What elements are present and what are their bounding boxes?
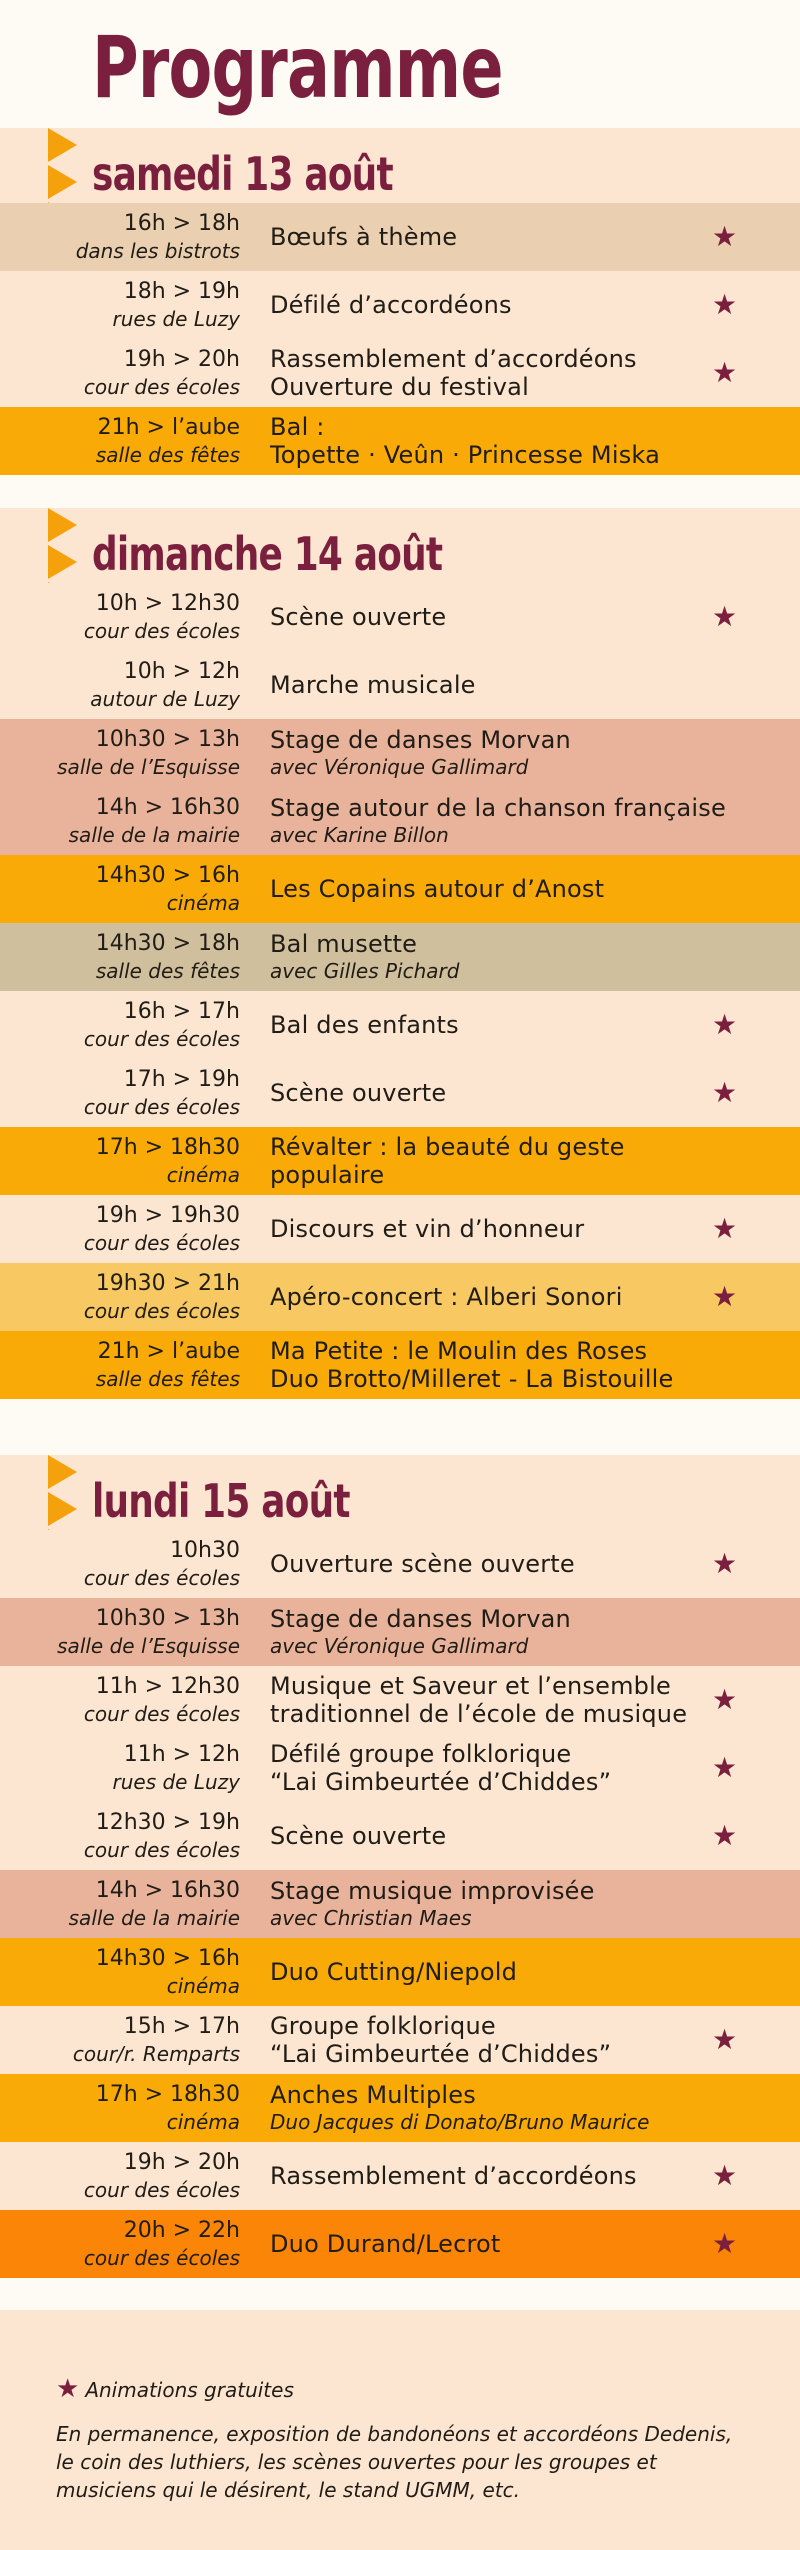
time-place xyxy=(57,719,240,787)
event xyxy=(270,1734,710,1802)
time-place xyxy=(84,583,240,651)
venue: cour des écoles xyxy=(83,1702,240,1726)
event xyxy=(270,1127,710,1195)
star-icon: ★ xyxy=(712,1076,738,1109)
schedule-row xyxy=(0,991,800,1059)
venue: salle de l’Esquisse xyxy=(57,1634,240,1658)
event-title: Stage autour de la chanson française xyxy=(270,794,726,822)
event-title: Stage de danses Morvan xyxy=(270,726,571,754)
event-subtitle: avec Christian Maes xyxy=(270,1906,472,1930)
star-icon: ★ xyxy=(712,2159,738,2192)
schedule-row xyxy=(0,855,800,923)
star-icon: ★ xyxy=(712,1819,738,1852)
time-range: 19h > 20h xyxy=(123,347,240,372)
venue: cour des écoles xyxy=(83,1838,240,1862)
time-place xyxy=(96,1127,240,1195)
day-header xyxy=(0,128,800,203)
event-title: Duo Cutting/Niepold xyxy=(270,1958,517,1986)
event-title-line2: Duo Brotto/Milleret - La Bistouille xyxy=(270,1365,674,1393)
venue: salle des fêtes xyxy=(95,959,240,983)
arrow-icon xyxy=(48,1455,77,1489)
time-range: 10h30 > 13h xyxy=(95,727,240,752)
time-range: 17h > 18h30 xyxy=(95,2082,240,2107)
day-section xyxy=(0,508,800,1399)
time-range: 10h30 > 13h xyxy=(95,1606,240,1631)
event xyxy=(270,2074,710,2142)
time-place xyxy=(84,991,240,1059)
time-range: 16h > 18h xyxy=(123,211,240,236)
time-place xyxy=(96,2074,240,2142)
venue: salle de la mairie xyxy=(68,823,240,847)
star-icon: ★ xyxy=(712,600,738,633)
schedule-row xyxy=(0,407,800,475)
time-place xyxy=(57,1598,240,1666)
time-place xyxy=(113,271,241,339)
page-title: Programme xyxy=(92,18,503,118)
event xyxy=(270,719,710,787)
footer-line: En permanence, exposition de bandonéons et accordéons Dedenis, xyxy=(56,2422,733,2446)
time-range: 11h > 12h30 xyxy=(95,1674,240,1699)
event-title: Défilé groupe folklorique xyxy=(270,1740,572,1768)
time-place xyxy=(113,1734,241,1802)
event xyxy=(270,407,710,475)
time-range: 17h > 19h xyxy=(123,1067,240,1092)
arrow-icon xyxy=(48,508,77,542)
venue: cour des écoles xyxy=(83,375,240,399)
event-title: Bal : xyxy=(270,413,325,441)
venue: salle de la mairie xyxy=(68,1906,240,1930)
event xyxy=(270,1598,710,1666)
schedule-row xyxy=(0,1802,800,1870)
venue: autour de Luzy xyxy=(90,687,240,711)
arrow-icon xyxy=(48,545,77,579)
day-title: samedi 13 août xyxy=(92,147,393,201)
star-icon: ★ xyxy=(712,288,738,321)
time-range: 20h > 22h xyxy=(123,2218,240,2243)
time-range: 10h > 12h xyxy=(123,659,240,684)
schedule-row xyxy=(0,1666,800,1734)
event xyxy=(270,787,726,855)
time-place xyxy=(96,1938,240,2006)
schedule-row xyxy=(0,1127,800,1195)
time-place xyxy=(84,2210,240,2278)
event-title: Bal musette xyxy=(270,930,418,958)
time-range: 16h > 17h xyxy=(123,999,240,1024)
venue: cour des écoles xyxy=(83,1027,240,1051)
time-place xyxy=(69,787,240,855)
day-header xyxy=(0,1455,800,1530)
event xyxy=(270,855,710,923)
event-title: Bœufs à thème xyxy=(270,223,458,251)
schedule-row xyxy=(0,651,800,719)
event-title: Scène ouverte xyxy=(270,1822,447,1850)
venue: salle des fêtes xyxy=(95,1367,240,1391)
venue: cinéma xyxy=(166,1974,240,1998)
star-icon: ★ xyxy=(712,356,738,389)
free-note-text: Animations gratuites xyxy=(85,2378,294,2402)
event xyxy=(270,1666,710,1734)
star-icon: ★ xyxy=(56,2374,80,2404)
day-section xyxy=(0,128,800,475)
footer-line: musiciens qui le désirent, le stand UGMM, etc. xyxy=(56,2478,521,2502)
time-place xyxy=(90,651,240,719)
event-title: Groupe folklorique xyxy=(270,2012,496,2040)
event xyxy=(270,1802,710,1870)
event-title: Ma Petite : le Moulin des Roses xyxy=(270,1337,648,1365)
event-title: Stage musique improvisée xyxy=(270,1877,595,1905)
event xyxy=(270,2006,710,2074)
venue: cinéma xyxy=(166,2110,240,2134)
time-range: 14h30 > 18h xyxy=(95,931,240,956)
venue: cour/r. Remparts xyxy=(72,2042,240,2066)
star-icon: ★ xyxy=(712,1751,738,1784)
time-range: 19h > 19h30 xyxy=(95,1203,240,1228)
arrow-icon xyxy=(48,165,77,199)
event xyxy=(270,1530,710,1598)
event xyxy=(270,923,710,991)
time-place xyxy=(96,923,240,991)
venue: dans les bistrots xyxy=(75,239,240,263)
event-title: Défilé d’accordéons xyxy=(270,291,512,319)
venue: rues de Luzy xyxy=(112,1770,240,1794)
day-title: dimanche 14 août xyxy=(92,527,443,581)
event xyxy=(270,1938,710,2006)
event-title: Scène ouverte xyxy=(270,1079,447,1107)
schedule-row xyxy=(0,2210,800,2278)
event-title: Marche musicale xyxy=(270,671,476,699)
event xyxy=(270,1331,710,1399)
star-icon: ★ xyxy=(712,2023,738,2056)
venue: cinéma xyxy=(166,1163,240,1187)
schedule-row xyxy=(0,1530,800,1598)
schedule-row xyxy=(0,1195,800,1263)
schedule-row xyxy=(0,1331,800,1399)
schedule-row xyxy=(0,1938,800,2006)
day-title: lundi 15 août xyxy=(92,1474,350,1528)
event-title-line2: Ouverture du festival xyxy=(270,373,529,401)
time-place xyxy=(76,203,240,271)
time-range: 19h > 20h xyxy=(123,2150,240,2175)
star-icon: ★ xyxy=(712,1280,738,1313)
event-title: Anches Multiples xyxy=(270,2081,476,2109)
event-title: Duo Durand/Lecrot xyxy=(270,2230,501,2258)
event-title: Ouverture scène ouverte xyxy=(270,1550,575,1578)
venue: cour des écoles xyxy=(83,619,240,643)
schedule-row xyxy=(0,1870,800,1938)
event xyxy=(270,991,710,1059)
star-icon: ★ xyxy=(712,1683,738,1716)
schedule-row xyxy=(0,339,800,407)
schedule-row xyxy=(0,2142,800,2210)
time-range: 11h > 12h xyxy=(123,1742,240,1767)
event-title: Discours et vin d’honneur xyxy=(270,1215,585,1243)
venue: cinéma xyxy=(166,891,240,915)
day-section xyxy=(0,1455,800,2278)
time-range: 15h > 17h xyxy=(123,2014,240,2039)
time-place xyxy=(84,1530,240,1598)
venue: salle de l’Esquisse xyxy=(57,755,240,779)
event xyxy=(270,2210,710,2278)
schedule-row xyxy=(0,923,800,991)
arrow-icon xyxy=(48,1492,77,1526)
event-title: Rassemblement d’accordéons xyxy=(270,345,637,373)
event-title-line2: Topette · Veûn · Princesse Miska xyxy=(270,441,660,469)
event-title: Les Copains autour d’Anost xyxy=(270,875,605,903)
event-title: Stage de danses Morvan xyxy=(270,1605,571,1633)
time-range: 19h30 > 21h xyxy=(95,1271,240,1296)
event-subtitle: avec Véronique Gallimard xyxy=(270,1634,529,1658)
venue: cour des écoles xyxy=(83,1095,240,1119)
event-title-line2: “Lai Gimbeurtée d’Chiddes” xyxy=(270,1768,612,1796)
time-range: 18h > 19h xyxy=(123,279,240,304)
event-title: Bal des enfants xyxy=(270,1011,459,1039)
time-place xyxy=(69,1870,240,1938)
event xyxy=(270,339,710,407)
time-range: 14h30 > 16h xyxy=(95,1946,240,1971)
time-place xyxy=(96,407,240,475)
event-subtitle: avec Karine Billon xyxy=(270,823,449,847)
time-range: 12h30 > 19h xyxy=(95,1810,240,1835)
schedule-row xyxy=(0,583,800,651)
event xyxy=(270,583,710,651)
venue: rues de Luzy xyxy=(112,307,240,331)
schedule-row xyxy=(0,2074,800,2142)
event-subtitle: avec Véronique Gallimard xyxy=(270,755,529,779)
footer-paragraph xyxy=(56,2420,776,2504)
event xyxy=(270,1263,710,1331)
time-range: 14h > 16h30 xyxy=(95,1878,240,1903)
schedule-row xyxy=(0,271,800,339)
time-place xyxy=(84,339,240,407)
event-title: Rassemblement d’accordéons xyxy=(270,2162,637,2190)
time-range: 10h30 xyxy=(170,1538,240,1563)
free-note xyxy=(56,2374,294,2404)
time-place xyxy=(84,1802,240,1870)
star-icon: ★ xyxy=(712,2227,738,2260)
day-header xyxy=(0,508,800,583)
event-title-line2: populaire xyxy=(270,1161,385,1189)
event xyxy=(270,1195,710,1263)
time-place xyxy=(73,2006,240,2074)
time-range: 21h > l’aube xyxy=(97,415,240,440)
arrow-icon xyxy=(48,128,77,162)
time-place xyxy=(96,1331,240,1399)
event-title: Apéro-concert : Alberi Sonori xyxy=(270,1283,623,1311)
schedule-row xyxy=(0,719,800,787)
schedule-row xyxy=(0,1598,800,1666)
event xyxy=(270,1059,710,1127)
schedule-row xyxy=(0,1059,800,1127)
event xyxy=(270,203,710,271)
schedule-row xyxy=(0,1734,800,1802)
time-place xyxy=(84,1263,240,1331)
event-title: Musique et Saveur et l’ensemble xyxy=(270,1672,671,1700)
event-title-line2: “Lai Gimbeurtée d’Chiddes” xyxy=(270,2040,612,2068)
time-range: 17h > 18h30 xyxy=(95,1135,240,1160)
time-place xyxy=(84,1195,240,1263)
time-place xyxy=(84,2142,240,2210)
venue: salle des fêtes xyxy=(95,443,240,467)
event xyxy=(270,651,710,719)
event-title: Révalter : la beauté du geste xyxy=(270,1133,625,1161)
event-title: Scène ouverte xyxy=(270,603,447,631)
schedule-row xyxy=(0,1263,800,1331)
venue: cour des écoles xyxy=(83,1566,240,1590)
event xyxy=(270,271,710,339)
star-icon: ★ xyxy=(712,1212,738,1245)
event-title-line2: traditionnel de l’école de musique xyxy=(270,1700,688,1728)
schedule-row xyxy=(0,203,800,271)
time-range: 10h > 12h30 xyxy=(95,591,240,616)
star-icon: ★ xyxy=(712,1008,738,1041)
time-range: 14h > 16h30 xyxy=(95,795,240,820)
venue: cour des écoles xyxy=(83,2246,240,2270)
venue: cour des écoles xyxy=(83,1231,240,1255)
star-icon: ★ xyxy=(712,1547,738,1580)
event xyxy=(270,1870,710,1938)
footer xyxy=(0,2310,800,2550)
time-place xyxy=(84,1666,240,1734)
footer-line: le coin des luthiers, les scènes ouvertes pour les groupes et xyxy=(56,2450,657,2474)
time-range: 14h30 > 16h xyxy=(95,863,240,888)
schedule-row xyxy=(0,2006,800,2074)
event xyxy=(270,2142,710,2210)
star-icon: ★ xyxy=(712,220,738,253)
venue: cour des écoles xyxy=(83,1299,240,1323)
time-place xyxy=(96,855,240,923)
event-subtitle: avec Gilles Pichard xyxy=(270,959,460,983)
venue: cour des écoles xyxy=(83,2178,240,2202)
time-range: 21h > l’aube xyxy=(97,1339,240,1364)
schedule-row xyxy=(0,787,800,855)
event-subtitle: Duo Jacques di Donato/Bruno Maurice xyxy=(270,2110,650,2134)
time-place xyxy=(84,1059,240,1127)
